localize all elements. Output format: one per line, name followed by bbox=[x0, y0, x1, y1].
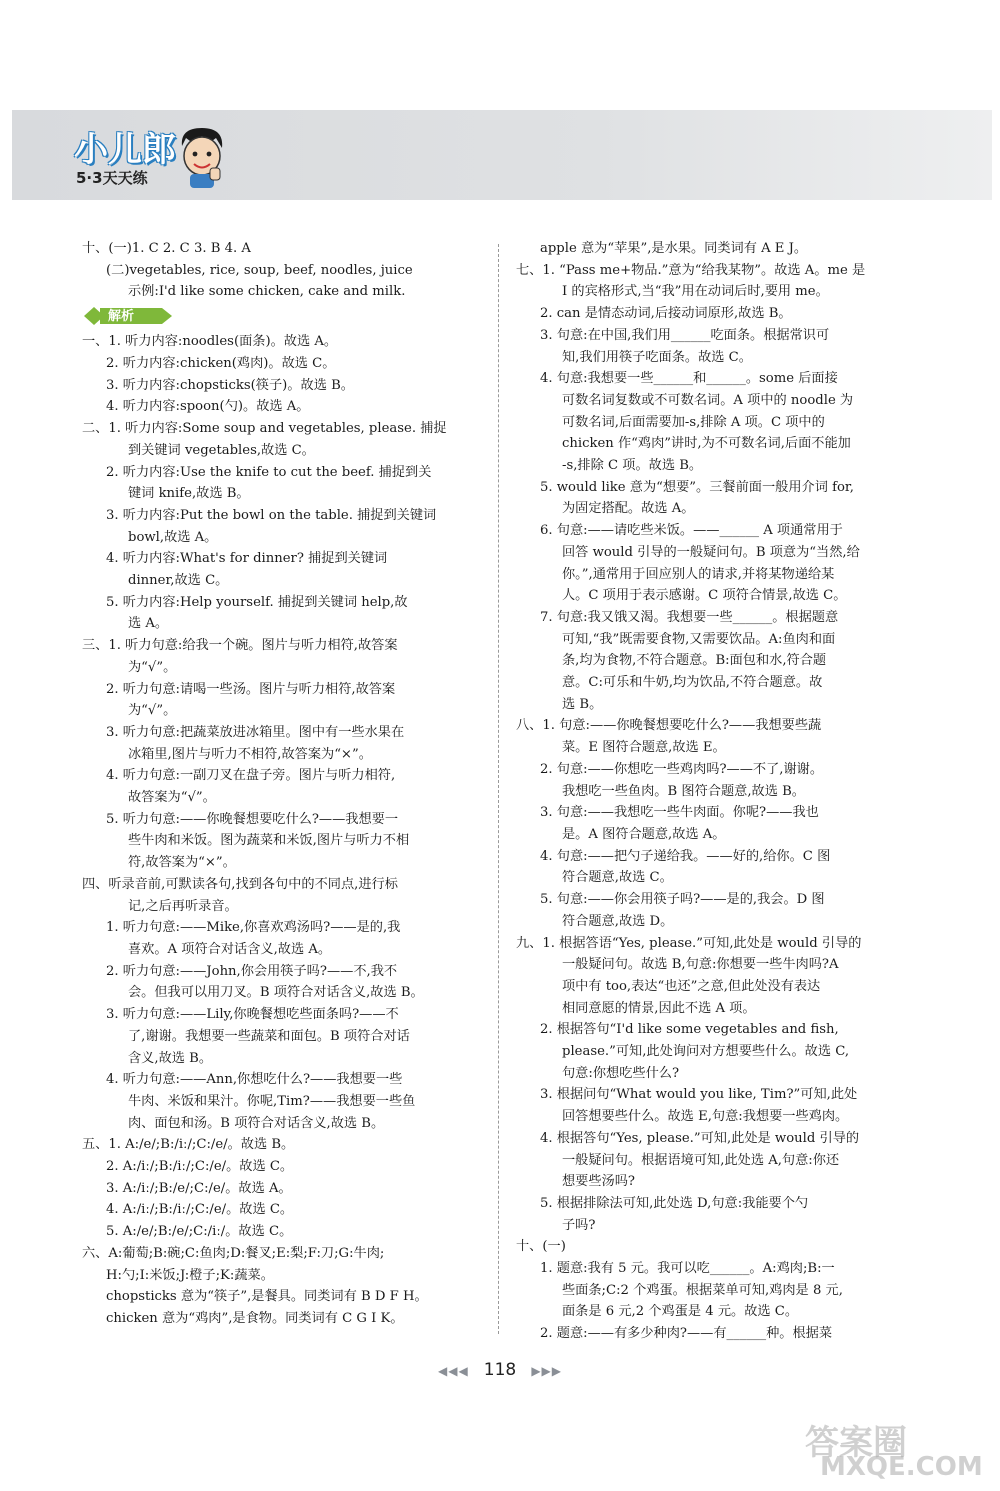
answer-line: 回答 would 引导的一般疑问句。B 项意为“当然,给 bbox=[562, 544, 860, 560]
answer-line: 十、(一) bbox=[516, 1239, 566, 1255]
answer-line: 一般疑问句。故选 B,句意:你想要一些牛肉吗?A bbox=[562, 957, 839, 973]
answer-line: 4. 听力句意:——Ann,你想吃什么?——我想要一些 bbox=[106, 1072, 403, 1088]
answer-line: 八、1. 句意:——你晚餐想要吃什么?——我想要些蔬 bbox=[516, 718, 822, 734]
answer-line: 记,之后再听录音。 bbox=[128, 898, 238, 914]
answer-line: 可数名词,后面需要加-s,排除 A 项。C 项中的 bbox=[562, 414, 825, 430]
answer-line: chicken 作“鸡肉”讲时,为不可数名词,后面不能加 bbox=[562, 436, 851, 452]
answer-line: 肉、面包和汤。B 项符合对话含义,故选 B。 bbox=[128, 1115, 385, 1131]
left-column bbox=[82, 238, 502, 1330]
answer-line: 面条是 6 元,2 个鸡蛋是 4 元。故选 C。 bbox=[562, 1304, 799, 1320]
page-footer bbox=[0, 1360, 1000, 1380]
answer-line: 2. can 是情态动词,后接动词原形,故选 B。 bbox=[540, 306, 792, 322]
answer-line: 3. A:/iː/;B:/e/;C:/e/。故选 A。 bbox=[106, 1180, 292, 1196]
answer-line: 符合题意,故选 C。 bbox=[562, 870, 673, 886]
answer-line: please.”可知,此处询问对方想要些什么。故选 C, bbox=[562, 1044, 850, 1060]
answer-line: 3. 听力句意:——Lily,你晚餐想吃些面条吗?——不 bbox=[106, 1007, 399, 1023]
page-number: 118 bbox=[483, 1360, 517, 1380]
answer-line: 想要些汤吗? bbox=[562, 1174, 636, 1190]
answer-line: 2. A:/iː/;B:/iː/;C:/e/。故选 C。 bbox=[106, 1159, 294, 1175]
answer-line: 些牛肉和米饭。图为蔬菜和米饭,图片与听力不相 bbox=[128, 833, 410, 849]
answer-line: 2. 题意:——有多少种肉?——有______种。根据菜 bbox=[540, 1326, 833, 1342]
answer-line: 些面条;C:2 个鸡蛋。根据菜单可知,鸡肉是 8 元, bbox=[562, 1282, 843, 1298]
answer-line: 七、1. “Pass me+物品.”意为“给我某物”。故选 A。me 是 bbox=[516, 262, 866, 278]
answer-line: 你。”,通常用于回应别人的请求,并将某物递给某 bbox=[562, 566, 835, 582]
answer-line: 一般疑问句。根据语境可知,此处选 A,句意:你还 bbox=[562, 1152, 840, 1168]
answer-line: 选 A。 bbox=[128, 616, 169, 632]
logo-subtitle: 5·3天天练 bbox=[76, 169, 148, 187]
answer-line: 到关键词 vegetables,故选 C。 bbox=[128, 442, 315, 458]
answer-line: 6. 句意:——请吃些米饭。——______ A 项通常用于 bbox=[540, 523, 843, 539]
analysis-badge-label: 解析 bbox=[108, 308, 135, 324]
answer-line: 人。C 项用于表示感谢。C 项符合情景,故选 C。 bbox=[562, 588, 847, 604]
answer-line: 3. 句意:——我想吃一些牛肉面。你呢?——我也 bbox=[540, 805, 819, 821]
answer-line: 4. A:/iː/;B:/iː/;C:/e/。故选 C。 bbox=[106, 1202, 294, 1218]
answer-line: 含义,故选 B。 bbox=[128, 1050, 213, 1066]
answer-line: I 的宾格形式,当“我”用在动词后时,要用 me。 bbox=[562, 284, 829, 300]
answer-line: 符,故答案为“×”。 bbox=[128, 855, 236, 871]
answer-line: 会。但我可以用刀叉。B 项符合对话含义,故选 B。 bbox=[128, 985, 424, 1001]
answer-line: 4. 听力内容:spoon(勺)。故选 A。 bbox=[106, 399, 310, 415]
answer-line: apple 意为“苹果”,是水果。同类词有 A E J。 bbox=[540, 241, 808, 256]
answer-line: 回答想要些什么。故选 E,句意:我想要一些鸡肉。 bbox=[562, 1109, 849, 1125]
answer-line: 三、1. 听力句意:给我一个碗。图片与听力相符,故答案 bbox=[82, 638, 398, 654]
next-arrows-icon: ▶▶▶ bbox=[531, 1364, 562, 1378]
answer-line: 为“√”。 bbox=[128, 659, 177, 675]
answer-line: 五、1. A:/e/;B:/iː/;C:/e/。故选 B。 bbox=[82, 1137, 295, 1153]
answer-line: 5. 听力内容:Help yourself. 捕捉到关键词 help,故 bbox=[106, 594, 408, 610]
answer-line: 3. 听力内容:Put the bowl on the table. 捕捉到关键词 bbox=[106, 507, 437, 523]
answer-line: 知,我们用筷子吃面条。故选 C。 bbox=[562, 349, 752, 365]
answer-line: 九、1. 根据答语“Yes, please.”可知,此处是 would 引导的 bbox=[516, 935, 862, 951]
answer-line: 是。A 图符合题意,故选 A。 bbox=[562, 826, 726, 842]
answer-line: 2. 听力句意:——John,你会用筷子吗?——不,我不 bbox=[106, 963, 398, 979]
answer-line: 5. would like 意为“想要”。三餐前面一般用介词 for, bbox=[540, 479, 854, 495]
answer-line: dinner,故选 C。 bbox=[128, 573, 229, 589]
answer-line: 2. 句意:——你想吃一些鸡肉吗?——不了,谢谢。 bbox=[540, 761, 824, 777]
answer-line: 4. 听力句意:一副刀叉在盘子旁。图片与听力相符, bbox=[106, 768, 396, 784]
answer-line: 3. 句意:在中国,我们用______吃面条。根据常识可 bbox=[540, 327, 830, 343]
answer-line: 3. 听力内容:chopsticks(筷子)。故选 B。 bbox=[106, 377, 354, 393]
answer-line: 4. 根据答句“Yes, please.”可知,此处是 would 引导的 bbox=[540, 1130, 860, 1146]
answer-line: 冰箱里,图片与听力不相符,故答案为“×”。 bbox=[128, 746, 372, 762]
answer-line: 示例:I'd like some chicken, cake and milk. bbox=[128, 284, 406, 300]
answer-line: 4. 听力内容:What's for dinner? 捕捉到关键词 bbox=[106, 551, 388, 567]
answer-line: chopsticks 意为“筷子”,是餐具。同类词有 B D F H。 bbox=[106, 1289, 428, 1305]
answer-line: 了,谢谢。我想要一些蔬菜和面包。B 项符合对话 bbox=[128, 1028, 410, 1044]
answer-line: -s,排除 C 项。故选 B。 bbox=[562, 458, 703, 474]
logo-title: 小儿郎 bbox=[74, 130, 176, 170]
answer-line: 意。C:可乐和牛奶,均为饮品,不符合题意。故 bbox=[562, 675, 823, 691]
watermark-logo: 答案圈 bbox=[805, 1423, 907, 1463]
answer-line: 符合题意,故选 D。 bbox=[562, 913, 674, 929]
answer-line: 2. 听力内容:chicken(鸡肉)。故选 C。 bbox=[106, 356, 336, 372]
answer-line: 子吗? bbox=[562, 1217, 596, 1233]
prev-arrows-icon: ◀◀◀ bbox=[437, 1364, 469, 1378]
answer-line: 7. 句意:我又饿又渴。我想要一些______。根据题意 bbox=[540, 609, 839, 625]
answer-line: 菜。E 图符合题意,故选 E。 bbox=[562, 740, 726, 756]
answer-line: 选 B。 bbox=[562, 696, 603, 712]
answer-line: 十、(一)1. C 2. C 3. B 4. A bbox=[82, 241, 251, 256]
answer-line: 故答案为“√”。 bbox=[128, 790, 216, 806]
answer-line: 相同意愿的情景,因此不选 A 项。 bbox=[562, 1000, 756, 1016]
answer-line: 一、1. 听力内容:noodles(面条)。故选 A。 bbox=[82, 334, 338, 350]
watermark-url: MXQE.COM bbox=[820, 1452, 983, 1482]
answer-line: 5. A:/e/;B:/e/;C:/iː/。故选 C。 bbox=[106, 1224, 293, 1240]
answer-line: 牛肉、米饭和果汁。你呢,Tim?——我想要一些鱼 bbox=[128, 1093, 416, 1109]
answer-line: 条,均为食物,不符合题意。B:面包和水,符合题 bbox=[562, 653, 827, 669]
answer-line: 我想吃一些鱼肉。B 图符合题意,故选 B。 bbox=[562, 783, 805, 799]
answer-line: 项中有 too,表达“也还”之意,但此处没有表达 bbox=[562, 978, 821, 994]
answer-line: 为固定搭配。故选 A。 bbox=[562, 501, 695, 517]
answer-line: 3. 根据问句“What would you like, Tim?”可知,此处 bbox=[540, 1087, 858, 1103]
answer-line: H:勺;I:米饭;J:橙子;K:蔬菜。 bbox=[106, 1267, 274, 1283]
answer-line: 2. 听力句意:请喝一些汤。图片与听力相符,故答案 bbox=[106, 681, 396, 697]
answer-line: 1. 听力句意:——Mike,你喜欢鸡汤吗?——是的,我 bbox=[106, 920, 401, 936]
answer-line: bowl,故选 A。 bbox=[128, 529, 218, 545]
answer-line: 5. 根据排除法可知,此处选 D,句意:我能要个勺 bbox=[540, 1195, 809, 1211]
answer-line: 1. 题意:我有 5 元。我可以吃______。A:鸡肉;B:一 bbox=[540, 1261, 835, 1277]
answer-line: 为“√”。 bbox=[128, 703, 177, 719]
answer-line: 键词 knife,故选 B。 bbox=[128, 486, 250, 502]
answer-line: 二、1. 听力内容:Some soup and vegetables, please. 捕捉 bbox=[82, 421, 447, 437]
answer-line: 2. 听力内容:Use the knife to cut the beef. 捕捉到关 bbox=[106, 464, 432, 480]
analysis-badge bbox=[82, 305, 200, 327]
answer-line: 句意:你想吃些什么? bbox=[562, 1065, 680, 1081]
answer-line: 2. 根据答句“I'd like some vegetables and fish, bbox=[540, 1022, 839, 1038]
right-column bbox=[516, 238, 920, 1345]
boy-mascot-icon bbox=[176, 124, 228, 190]
answer-line: 可数名词复数或不可数名词。A 项中的 noodle 为 bbox=[562, 392, 854, 408]
answer-line: 可知,“我”既需要食物,又需要饮品。A:鱼肉和面 bbox=[562, 631, 836, 647]
answer-line: 4. 句意:——把勺子递给我。——好的,给你。C 图 bbox=[540, 848, 831, 864]
answer-line: 3. 听力句意:把蔬菜放进冰箱里。图中有一些水果在 bbox=[106, 724, 405, 740]
answer-line: 5. 听力句意:——你晚餐想要吃什么?——我想要一 bbox=[106, 811, 399, 827]
answer-line: 六、A:葡萄;B:碗;C:鱼肉;D:餐叉;E:梨;F:刀;G:牛肉; bbox=[82, 1245, 385, 1261]
answer-line: 4. 句意:我想要一些______和______。some 后面接 bbox=[540, 371, 838, 387]
answer-line: (二)vegetables, rice, soup, beef, noodles, juice bbox=[106, 262, 413, 278]
answer-line: chicken 意为“鸡肉”,是食物。同类词有 C G I K。 bbox=[106, 1310, 404, 1326]
answer-line: 喜欢。A 项符合对话含义,故选 A。 bbox=[128, 942, 332, 957]
answer-line: 5. 句意:——你会用筷子吗?——是的,我会。D 图 bbox=[540, 892, 825, 908]
answer-line: 四、听录音前,可默读各句,找到各句中的不同点,进行标 bbox=[82, 876, 398, 892]
